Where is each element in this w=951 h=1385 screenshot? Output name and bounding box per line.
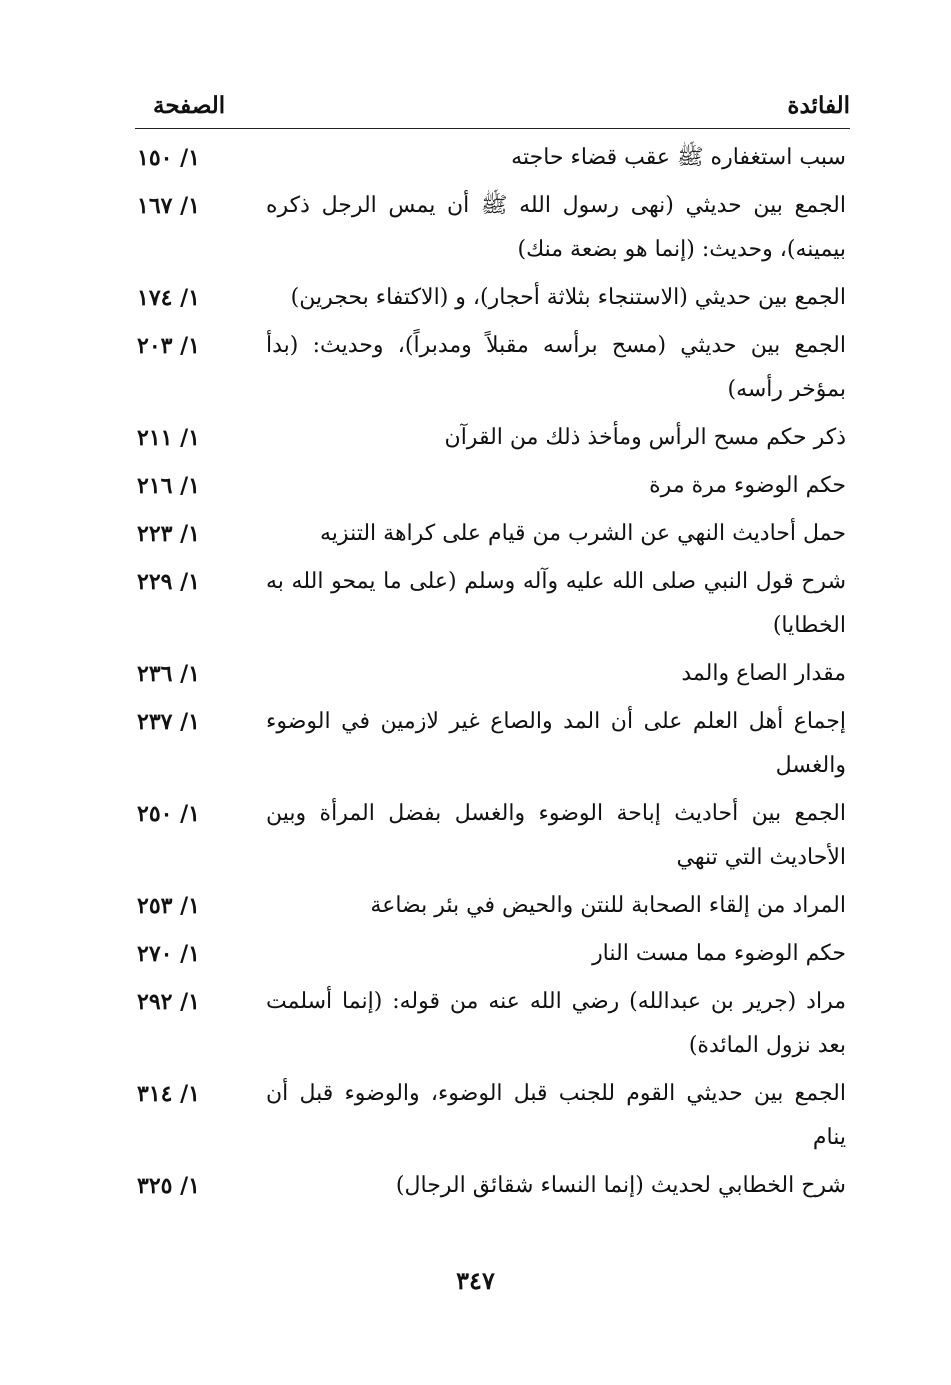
entry-title: إجماع أهل العلم على أن المد والصاع غير لازمين في الوضوء والغسل xyxy=(266,709,846,778)
entry-page-ref: ١/ ٢٣٦ xyxy=(137,661,200,687)
entry-title: حكم الوضوء مرة مرة xyxy=(649,473,846,498)
entry-page-ref: ١/ ٢١٦ xyxy=(137,473,200,499)
entry-title: سبب استغفاره ﷺ عقب قضاء حاجته xyxy=(511,145,846,170)
index-entry xyxy=(135,464,850,508)
entry-page-ref: ١/ ٣١٤ xyxy=(137,1081,200,1107)
index-entry xyxy=(135,980,850,1068)
page-number: ٣٤٧ xyxy=(456,1266,495,1295)
entry-title: الجمع بين حديثي القوم للجنب قبل الوضوء، والوضوء قبل أن ينام xyxy=(266,1081,846,1150)
index-entry xyxy=(135,184,850,272)
entry-page-ref: ١/ ٢٧٠ xyxy=(137,941,200,967)
entry-page-ref: ١/ ٢٥٠ xyxy=(137,801,200,827)
index-entry xyxy=(135,652,850,696)
entry-title: الجمع بين حديثي (مسح برأسه مقبلاً ومدبراً)، وحديث: (بدأ بمؤخر رأسه) xyxy=(266,333,846,402)
entry-title: حمل أحاديث النهي عن الشرب من قيام على كراهة التنزيه xyxy=(320,521,846,546)
index-entry xyxy=(135,1072,850,1160)
header-divider xyxy=(135,128,850,129)
entry-page-ref: ١/ ٢٢٩ xyxy=(137,569,200,595)
index-header xyxy=(135,92,850,128)
entry-title: مراد (جرير بن عبدالله) رضي الله عنه من قوله: (إنما أسلمت بعد نزول المائدة) xyxy=(266,989,846,1058)
entry-title: الجمع بين حديثي (الاستنجاء بثلاثة أحجار)، و (الاكتفاء بحجرين) xyxy=(290,285,846,310)
index-entry xyxy=(135,932,850,976)
entry-title: مقدار الصاع والمد xyxy=(681,661,846,686)
entry-page-ref: ١/ ٣٢٥ xyxy=(137,1173,200,1199)
index-entry xyxy=(135,324,850,412)
entry-title: الجمع بين حديثي (نهى رسول الله ﷺ أن يمس الرجل ذكره بيمينه)، وحديث: (إنما هو بضعة منك) xyxy=(266,193,846,262)
entry-page-ref: ١/ ٢٢٣ xyxy=(137,521,200,547)
benefit-column-heading: الفائدة xyxy=(787,92,850,119)
entry-title: شرح قول النبي صلى الله عليه وآله وسلم (على ما يمحو الله به الخطايا) xyxy=(266,569,846,638)
index-entry xyxy=(135,700,850,788)
entry-page-ref: ١/ ١٥٠ xyxy=(137,145,200,171)
index-entry xyxy=(135,416,850,460)
index-entry xyxy=(135,276,850,320)
index-entry xyxy=(135,792,850,880)
entry-page-ref: ١/ ٢١١ xyxy=(137,425,200,451)
entry-page-ref: ١/ ٢٣٧ xyxy=(137,709,200,735)
index-entry xyxy=(135,884,850,928)
entry-title: ذكر حكم مسح الرأس ومأخذ ذلك من القرآن xyxy=(444,425,846,450)
index-entry xyxy=(135,560,850,648)
entry-page-ref: ١/ ٢٠٣ xyxy=(137,333,200,359)
entry-page-ref: ١/ ٢٥٣ xyxy=(137,893,200,919)
index-entries xyxy=(135,136,850,1212)
page-column-heading: الصفحة xyxy=(153,92,226,119)
index-entry xyxy=(135,512,850,556)
entry-title: المراد من إلقاء الصحابة للنتن والحيض في بئر بضاعة xyxy=(370,893,846,918)
index-entry xyxy=(135,1164,850,1208)
entry-title: الجمع بين أحاديث إباحة الوضوء والغسل بفضل المرأة وبين الأحاديث التي تنهي xyxy=(266,801,846,870)
entry-page-ref: ١/ ١٦٧ xyxy=(137,193,200,219)
entry-page-ref: ١/ ١٧٤ xyxy=(137,285,200,311)
entry-title: حكم الوضوء مما مست النار xyxy=(592,941,846,966)
index-entry xyxy=(135,136,850,180)
entry-title: شرح الخطابي لحديث (إنما النساء شقائق الرجال) xyxy=(395,1173,846,1198)
entry-page-ref: ١/ ٢٩٢ xyxy=(137,989,200,1015)
